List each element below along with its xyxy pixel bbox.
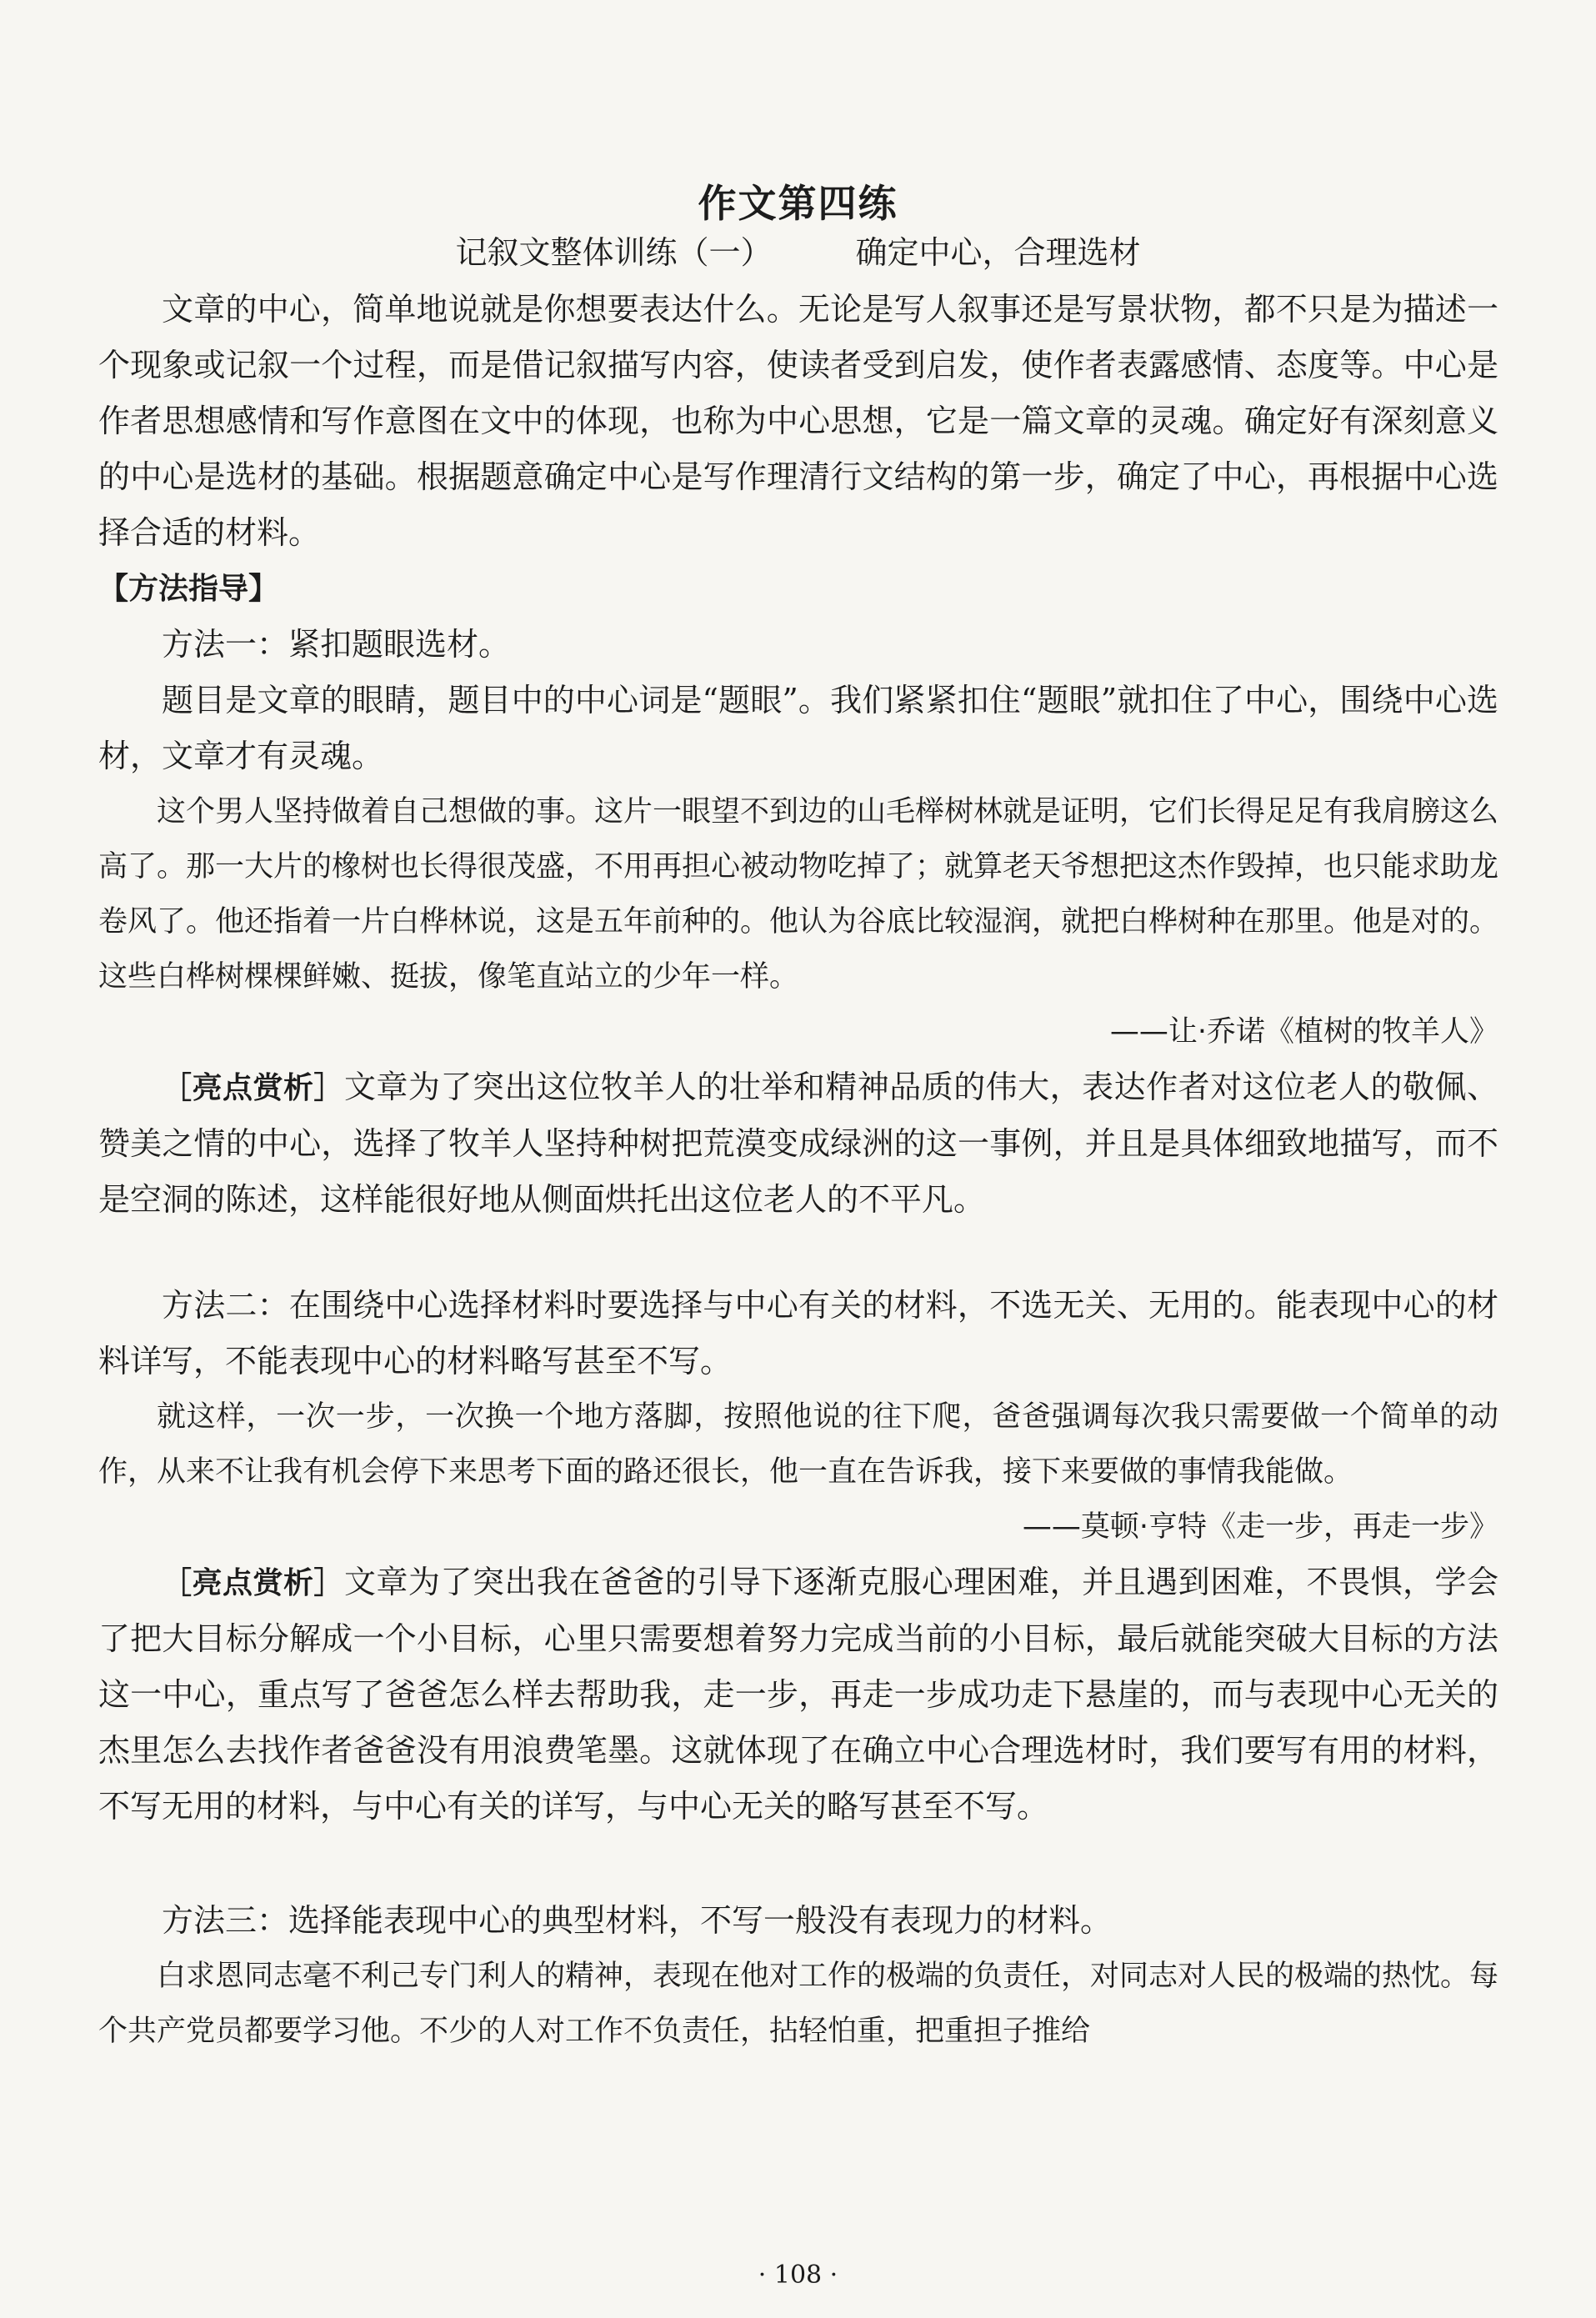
section-heading: 【方法指导】 <box>98 572 279 606</box>
method2-source: ——莫顿·亨特《走一步，再走一步》 <box>1022 1510 1498 1544</box>
method2-excerpt: 就这样，一次一步，一次换一个地方落脚，按照他说的往下爬，爸爸强调每次我只需要做一个简单的动作，从来不让我有机会停下来思考下面的路还很长，他一直在告诉我，接下来要做的事情我能做。 <box>98 1400 1498 1489</box>
method1-analysis-tag: ［亮点赏析］ <box>162 1071 344 1105</box>
method2-analysis-tag: ［亮点赏析］ <box>162 1566 344 1600</box>
method2-analysis <box>98 1555 1498 1835</box>
method3-heading: 方法三：选择能表现中心的典型材料，不写一般没有表现力的材料。 <box>162 1902 1113 1939</box>
page-subtitle <box>0 227 1596 273</box>
method3-excerpt: 白求恩同志毫不利己专门利人的精神，表现在他对工作的极端的负责任，对同志对人民的极端的热忱。每个共产党员都要学习他。不少的人对工作不负责任，拈轻怕重，把重担子推给 <box>98 1960 1499 2048</box>
method1-heading: 方法一：紧扣题眼选材。 <box>162 626 511 663</box>
subtitle-right: 确定中心，合理选材 <box>855 234 1141 271</box>
document-body <box>98 282 1498 2059</box>
method2-analysis-text: 文章为了突出我在爸爸的引导下逐渐克服心理困难，并且遇到困难，不畏惧，学会了把大目标分解成一个小目标，心里只需要想着努力完成当前的小目标，最后就能突破大目标的方法这一中心，重点写了爸爸怎么样去帮助我，走一步，再走一步成功走下悬崖的，而与表现中心无关的杰里怎么去找作者爸爸没有用浪费笔墨。这就体现了在确立中心合理选材时，我们要写有用的材料，不写无用的材料，与中心有关的详写，与中心无关的略写甚至不写。 <box>98 1564 1498 1825</box>
method2-heading: 方法二：在围绕中心选择材料时要选择与中心有关的材料，不选无关、无用的。能表现中心的材料详写，不能表现中心的材料略写甚至不写。 <box>98 1287 1498 1379</box>
subtitle-left: 记叙文整体训练（一） <box>455 234 773 271</box>
page-number: · 108 · <box>758 2260 838 2290</box>
intro-paragraph: 文章的中心，简单地说就是你想要表达什么。无论是写人叙事还是写景状物，都不只是为描述一个现象或记叙一个过程，而是借记叙描写内容，使读者受到启发，使作者表露感情、态度等。中心是作者思想感情和写作意图在文中的体现，也称为中心思想，它是一篇文章的灵魂。确定好有深刻意义的中心是选材的基础。根据题意确定中心是写作理清行文结构的第一步，确定了中心，再根据中心选择合适的材料。 <box>98 291 1498 551</box>
method1-excerpt: 这个男人坚持做着自己想做的事。这片一眼望不到边的山毛榉树林就是证明，它们长得足足有我肩膀这么高了。那一大片的橡树也长得很茂盛，不用再担心被动物吃掉了；就算老天爷想把这杰作毁掉，也只能求助龙卷风了。他还指着一片白桦林说，这是五年前种的。他认为谷底比较湿润，就把白桦树种在那里。他是对的。这些白桦树棵棵鲜嫩、挺拔，像笔直站立的少年一样。 <box>98 795 1499 994</box>
method1-analysis-text: 文章为了突出这位牧羊人的壮举和精神品质的伟大，表达作者对这位老人的敬佩、赞美之情的中心，选择了牧羊人坚持种树把荒漠变成绿洲的这一事例，并且是具体细致地描写，而不是空洞的陈述，这样能很好地从侧面烘托出这位老人的不平凡。 <box>98 1069 1498 1218</box>
method1-explanation: 题目是文章的眼睛，题目中的中心词是“题眼”。我们紧紧扣住“题眼”就扣住了中心，围绕中心选材，文章才有灵魂。 <box>98 682 1498 774</box>
page-title: 作文第四练 <box>698 181 898 226</box>
method1-analysis <box>98 1059 1498 1228</box>
method1-source: ——让·乔诺《植树的牧羊人》 <box>1109 1015 1498 1049</box>
